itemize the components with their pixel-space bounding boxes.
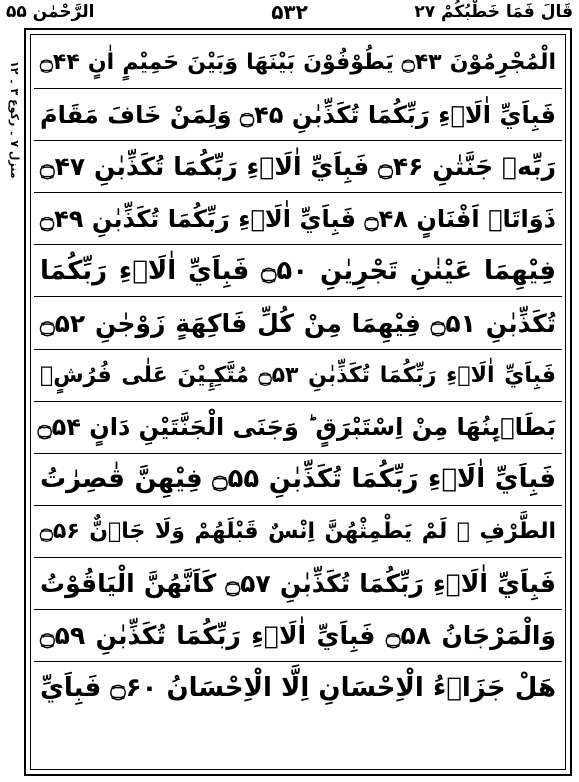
verse-line: [34, 506, 562, 558]
verse-line: [34, 662, 562, 714]
verse-text: هَلْ جَزَاۤءُ الْاِحْسَانِ اِلَّا الْاِحْسَانُ ۝۶۰ فَبِاَيِّ: [40, 673, 557, 704]
verse-line: [34, 37, 562, 89]
verse-text: تُكَذِّبٰنِ ۝۵۱ فِيْهِمَا مِنْ كُلِّ فَاكِهَةٍ زَوْجٰنِ ۝۵۲: [40, 308, 556, 338]
verse-text: وَالْمَرْجَانُ ۝۵۸ فَبِاَيِّ اٰلَاۤءِ رَبِّكُمَا تُكَذِّبٰنِ ۝۵۹: [40, 621, 556, 651]
verse-text: رَبِّهٖ جَنَّتٰنِ ۝۴۶ فَبِاَيِّ اٰلَاۤءِ رَبِّكُمَا تُكَذِّبٰنِ ۝۴۷: [40, 152, 557, 182]
page-number: ۵۳۲: [271, 0, 308, 24]
manzil-ruku-marker: منزل ۷ ۔ رکوع ۳ ۔ ۱۲: [8, 61, 21, 179]
verse-line: [34, 402, 562, 454]
verse-line: [34, 610, 562, 662]
verse-text: ذَوَاتَاۤ اَفْنَانٍ ۝۴۸ فَبِاَيِّ اٰلَاۤءِ رَبِّكُمَا تُكَذِّبٰنِ ۝۴۹: [40, 204, 556, 233]
verse-line: [34, 454, 562, 506]
verse-line: [34, 193, 562, 245]
verse-text: فَبِاَيِّ اٰلَاۤءِ رَبِّكُمَا تُكَذِّبٰنِ ۝۴۵ وَلِمَنْ خَافَ مَقَامَ: [40, 100, 556, 129]
verse-line: [34, 350, 562, 402]
verse-lines: [34, 37, 562, 714]
verse-text: فِيْهِمَا عَيْنٰنِ تَجْرِيٰنِ ۝۵۰ فَبِاَيِّ اٰلَاۤءِ رَبِّكُمَا: [40, 255, 556, 286]
surah-title: الرَّحْمٰن ۵۵: [6, 2, 95, 22]
page-header: [0, 0, 579, 26]
verse-text: فَبِاَيِّ اٰلَاۤءِ رَبِّكُمَا تُكَذِّبٰنِ ۝۵۳ مُتَّكِـِٕيْنَ عَلٰى فُرُشٍۭ: [40, 362, 556, 388]
verse-line: [34, 297, 562, 349]
juz-title: قَالَ فَمَا خَطْبُكُمْ ۲۷: [414, 2, 573, 22]
verse-text: الطَّرْفِ ۙ لَمْ يَطْمِثْهُنَّ اِنْسٌ قَبْلَهُمْ وَلَا جَاۤنٌّ ۝۵۶: [40, 518, 556, 544]
verse-line: [34, 141, 562, 193]
verse-text: بَطَاۤىِٕنُهَا مِنْ اِسْتَبْرَقٍ ؕ وَجَنَى الْجَنَّتَيْنِ دَانٍ ۝۵۴: [37, 413, 556, 442]
verse-line: [34, 558, 562, 610]
verse-text: الْمُجْرِمُوْنَ ۝۴۳ يَطُوْفُوْنَ بَيْنَهَا وَبَيْنَ حَمِيْمٍ اٰنٍ ۝۴۴: [40, 50, 556, 76]
verse-line: [34, 245, 562, 297]
verse-text: فَبِاَيِّ اٰلَاۤءِ رَبِّكُمَا تُكَذِّبٰنِ ۝۵۷ كَاَنَّهُنَّ الْيَاقُوْتُ: [40, 568, 557, 598]
verse-line: [34, 89, 562, 141]
verse-text: فَبِاَيِّ اٰلَاۤءِ رَبِّكُمَا تُكَذِّبٰنِ ۝۵۵ فِيْهِنَّ قٰصِرٰتُ: [40, 464, 556, 495]
